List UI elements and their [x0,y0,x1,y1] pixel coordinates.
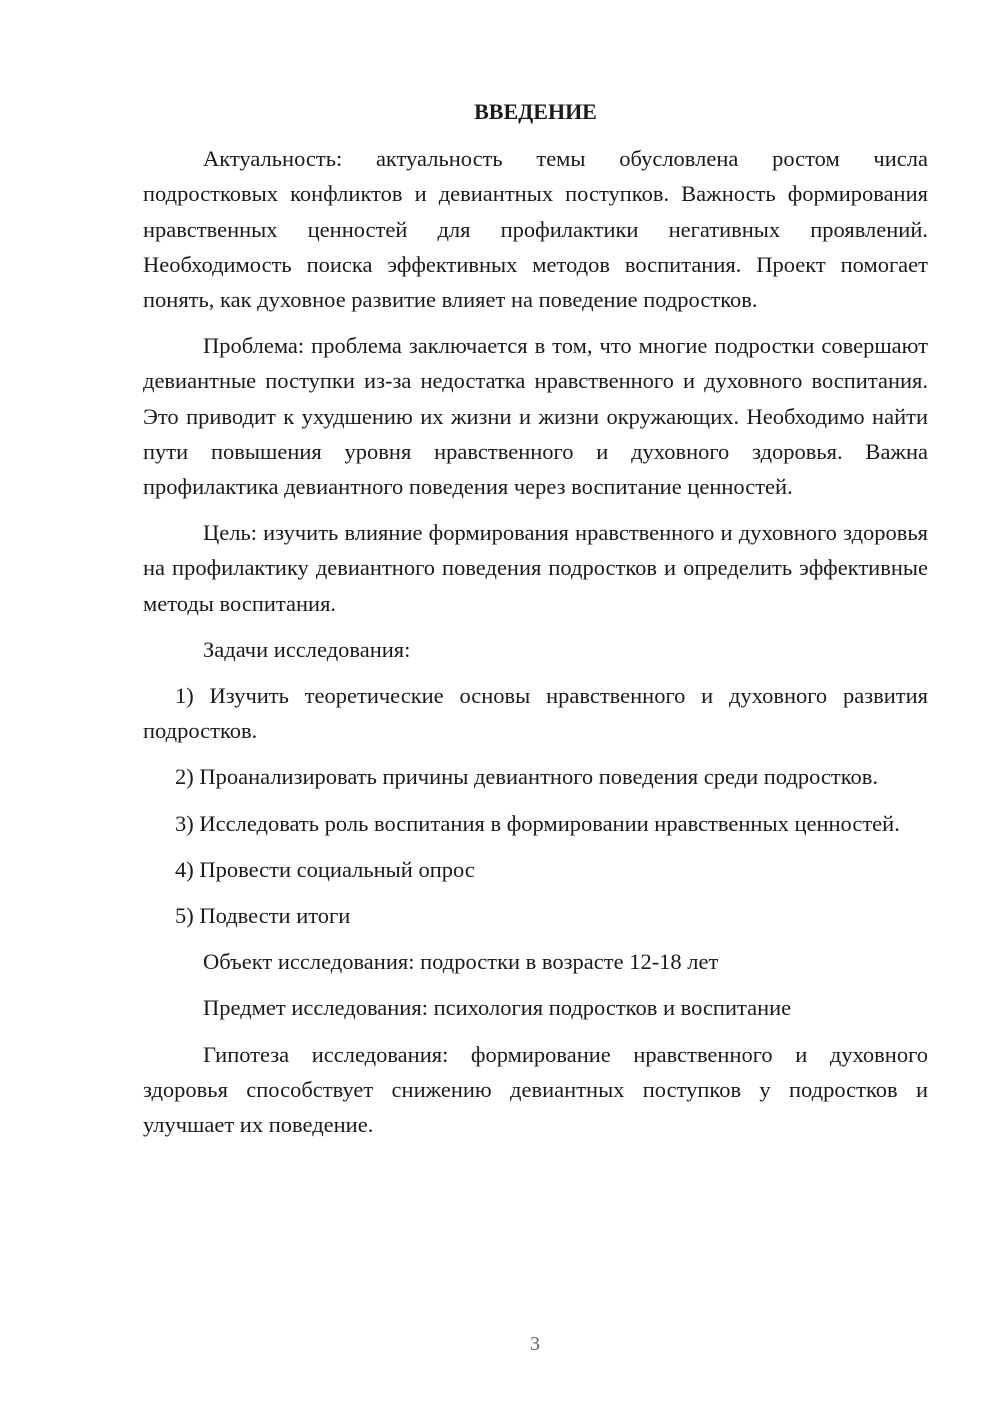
task-item-4: 4) Провести социальный опрос [175,856,475,882]
task-item-1: 1) Изучить теоретические основы нравственного и духовного развития подростков. [143,683,928,744]
document-body [143,94,928,1153]
problem-paragraph: Проблема: проблема заключается в том, что многие подростки совершают девиантные поступки из-за недостатка нравственного и духовного воспитания. Это приводит к ухудшению их жизни и жизни окружающих. Необходимо найти пути повышения уровня нравственного и духовного здоровья. Важна профилактика девиантного поведения через воспитание ценностей. [143,333,928,500]
tasks-heading: Задачи исследования: [203,636,411,662]
section-title: ВВЕДЕНИЕ [474,99,597,124]
relevance-paragraph: Актуальность: актуальность темы обусловлена ростом числа подростковых конфликтов и девиантных поступков. Важность формирования нравственных ценностей для профилактики негативных проявлений. Необходимость поиска эффективных методов воспитания. Проект помогает понять, как духовное развитие влияет на поведение подростков. [143,146,928,313]
task-item-2: 2) Проанализировать причины девиантного поведения среди подростков. [175,764,879,790]
goal-paragraph: Цель: изучить влияние формирования нравственного и духовного здоровья на профилактику девиантного поведения подростков и определить эффективные методы воспитания. [143,520,928,616]
page-number: 3 [530,1333,540,1355]
research-object: Объект исследования: подростки в возрасте 12-18 лет [203,949,719,975]
research-subject: Предмет исследования: психология подростков и воспитание [203,995,792,1021]
task-item-5: 5) Подвести итоги [175,903,351,929]
task-item-3: 3) Исследовать роль воспитания в формировании нравственных ценностей. [175,810,900,836]
hypothesis-paragraph: Гипотеза исследования: формирование нравственного и духовного здоровья способствует снижению девиантных поступков у подростков и улучшает их поведение. [143,1041,928,1138]
